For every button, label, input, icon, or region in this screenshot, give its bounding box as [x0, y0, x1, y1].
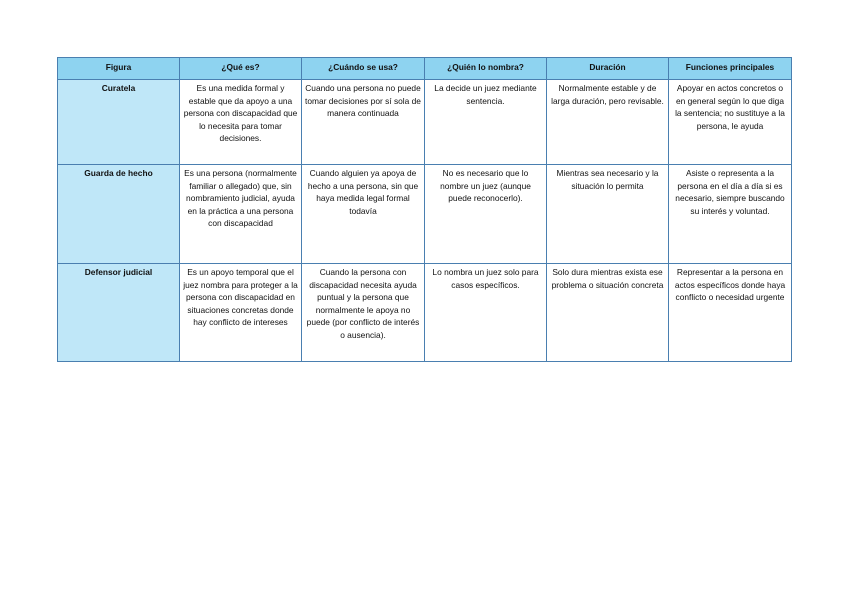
- table-row: [58, 264, 792, 362]
- table-cell: Representar a la persona en actos específicos donde haya conflicto o necesidad urgente: [669, 264, 792, 362]
- column-header-figura: Figura: [58, 58, 180, 80]
- table-cell: Es un apoyo temporal que el juez nombra para proteger a la persona con discapacidad en situaciones concretas donde hay conflicto de intereses: [180, 264, 302, 362]
- table-row: [58, 165, 792, 264]
- table-cell: La decide un juez mediante sentencia.: [425, 80, 547, 165]
- table-cell: Asiste o representa a la persona en el día a día si es necesario, siempre buscando su interés y voluntad.: [669, 165, 792, 264]
- row-label-curatela: Curatela: [58, 80, 180, 165]
- table-cell: Es una medida formal y estable que da apoyo a una persona con discapacidad que lo necesita para tomar decisiones.: [180, 80, 302, 165]
- table-cell: Cuando la persona con discapacidad necesita ayuda puntual y la persona que normalmente le apoya no puede (por conflicto de interés o ausencia).: [302, 264, 425, 362]
- row-label-defensor-judicial: Defensor judicial: [58, 264, 180, 362]
- table-row: [58, 80, 792, 165]
- column-header-duracion: Duración: [547, 58, 669, 80]
- table-cell: Cuando una persona no puede tomar decisiones por sí sola de manera continuada: [302, 80, 425, 165]
- table-cell: Normalmente estable y de larga duración, pero revisable.: [547, 80, 669, 165]
- comparison-table: [57, 57, 792, 362]
- table-cell: Es una persona (normalmente familiar o allegado) que, sin nombramiento judicial, ayuda en la práctica a una persona con discapacidad: [180, 165, 302, 264]
- column-header-quien: ¿Quién lo nombra?: [425, 58, 547, 80]
- table-cell: No es necesario que lo nombre un juez (aunque puede reconocerlo).: [425, 165, 547, 264]
- table-header-row: [58, 58, 792, 80]
- column-header-cuando: ¿Cuándo se usa?: [302, 58, 425, 80]
- row-label-guarda-de-hecho: Guarda de hecho: [58, 165, 180, 264]
- table-cell: Mientras sea necesario y la situación lo permita: [547, 165, 669, 264]
- column-header-funciones: Funciones principales: [669, 58, 792, 80]
- table-cell: Lo nombra un juez solo para casos específicos.: [425, 264, 547, 362]
- column-header-que-es: ¿Qué es?: [180, 58, 302, 80]
- table-cell: Cuando alguien ya apoya de hecho a una persona, sin que haya medida legal formal todavía: [302, 165, 425, 264]
- table-cell: Apoyar en actos concretos o en general según lo que diga la sentencia; no sustituye a la persona, le ayuda: [669, 80, 792, 165]
- table-cell: Solo dura mientras exista ese problema o situación concreta: [547, 264, 669, 362]
